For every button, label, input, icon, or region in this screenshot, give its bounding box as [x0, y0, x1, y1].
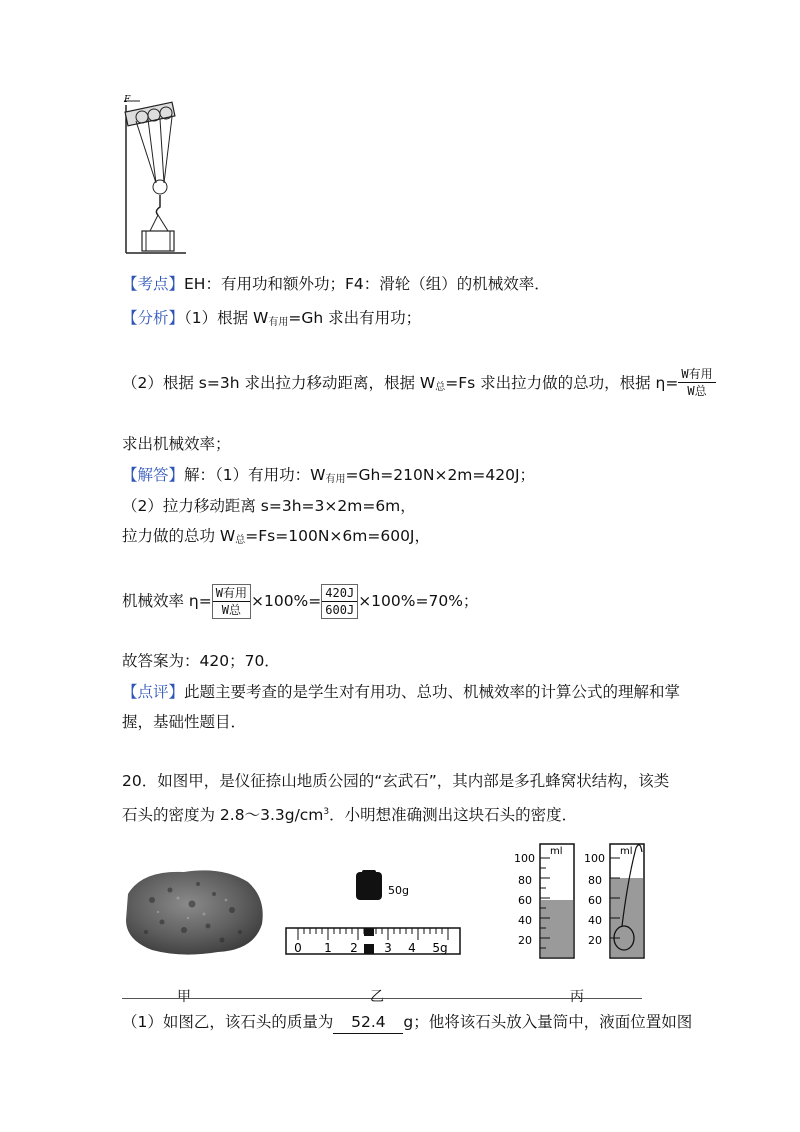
cylinder-unit: ml — [550, 846, 563, 857]
answer-line: 故答案为：420；70． — [122, 652, 280, 670]
cyl-tick: 80 — [588, 874, 602, 887]
pulley-figure — [120, 95, 190, 255]
q1-text-a: （1）如图乙，该石头的质量为 — [122, 1013, 334, 1031]
caption-yi: 乙 — [370, 989, 384, 1005]
q20-text-a: 石头的密度为 2.8～3.3g/cm — [122, 806, 324, 825]
scale-tick: 3 — [384, 941, 392, 955]
fenxi-tag: 【分析】 — [122, 309, 185, 327]
cyl-tick: 40 — [518, 914, 532, 927]
cyl-tick: 20 — [518, 934, 532, 947]
jieda-line-1 — [122, 464, 535, 491]
cyl-tick: 60 — [588, 894, 602, 907]
cyl-tick: 40 — [588, 914, 602, 927]
jieda-1-text-a: 解：（1）有用功：W — [184, 466, 326, 484]
weight-label: 50g — [388, 884, 409, 897]
jieda-3-text-b: =Fs=100N×6m=600J， — [245, 527, 431, 545]
question-20-line-2 — [122, 801, 577, 826]
fenxi-1-text-b: =Gh 求出有用功； — [288, 309, 422, 327]
fraction-denominator: W总 — [687, 384, 707, 398]
fenxi-2-text-b: =Fs 求出拉力做的总功，根据 η= — [445, 374, 679, 392]
eff-text-b: ×100%= — [250, 592, 322, 610]
cyl-tick: 60 — [518, 894, 532, 907]
efficiency-fraction-1 — [678, 366, 715, 399]
cyl-tick: 100 — [514, 852, 535, 865]
basalt-stone-image — [122, 860, 268, 960]
scale-tick: 4 — [408, 941, 416, 955]
fenxi-1-sub: 有用 — [268, 317, 289, 328]
scale-tick: 0 — [294, 941, 302, 955]
cyl-tick: 100 — [584, 852, 605, 865]
caption-bing: 丙 — [570, 989, 584, 1005]
dianping-line-2: 握，基础性题目． — [122, 713, 247, 731]
question-20-line-1: 20．如图甲，是仪征捺山地质公园的“玄武石”，其内部是多孔蜂窝状结构，该类 — [122, 772, 670, 790]
pulley-diagram — [120, 95, 190, 255]
cyl-tick: 20 — [588, 934, 602, 947]
cylinders-figure — [510, 838, 650, 964]
caption-jia: 甲 — [177, 989, 191, 1005]
kaodian-text: EH：有用功和额外功；F4：滑轮（组）的机械效率． — [184, 275, 550, 293]
fraction-denominator: 600J — [325, 603, 355, 617]
force-label: F — [124, 95, 131, 105]
q1-text-b: g；他将该石头放入量筒中，液面位置如图 — [403, 1013, 693, 1031]
fenxi-2-sub: 总 — [435, 382, 446, 393]
jieda-tag: 【解答】 — [122, 466, 185, 484]
efficiency-fraction-2 — [212, 584, 251, 619]
scale-tick: 5g — [432, 941, 448, 955]
jieda-3-sub: 总 — [235, 535, 246, 546]
jieda-line-3 — [122, 525, 430, 552]
fenxi-2-text-a: （2）根据 s=3h 求出拉力移动距离，根据 W — [122, 374, 436, 392]
eff-text-a: 机械效率 η= — [122, 592, 212, 610]
jieda-1-text-b: =Gh=210N×2m=420J； — [345, 466, 536, 484]
kaodian-line — [122, 273, 550, 295]
dianping-line-1 — [122, 681, 680, 703]
scale-tick: 2 — [350, 941, 358, 955]
fenxi-line-2 — [122, 368, 716, 399]
cylinder-unit: ml — [620, 846, 633, 857]
scale-tick: 1 — [324, 941, 332, 955]
kaodian-tag: 【考点】 — [122, 275, 185, 293]
efficiency-fraction-3 — [321, 584, 358, 619]
fraction-denominator: W总 — [221, 603, 241, 617]
fenxi-line-3: 求出机械效率； — [122, 435, 231, 453]
balance-scale-diagram — [284, 870, 464, 962]
dianping-text: 此题主要考查的是学生对有用功、总功、机械效率的计算公式的理解和掌 — [184, 683, 681, 701]
cyl-tick: 80 — [518, 874, 532, 887]
fraction-numerator: 420J — [322, 585, 357, 602]
q20-text-b: ．小明想准确测出这块石头的密度． — [329, 806, 578, 825]
fraction-numerator: W有用 — [678, 366, 715, 383]
jieda-1-sub: 有用 — [325, 474, 346, 485]
measuring-cylinders-diagram — [510, 838, 650, 964]
mass-answer-blank: 52.4 — [333, 1011, 403, 1034]
fraction-numerator: W有用 — [213, 585, 250, 602]
sub-question-1-line — [122, 1011, 692, 1034]
q20-sup: 3 — [323, 807, 330, 817]
dianping-tag: 【点评】 — [122, 683, 185, 701]
fenxi-line-1 — [122, 307, 421, 334]
balance-figure — [284, 870, 464, 962]
jieda-3-text-a: 拉力做的总功 W — [122, 527, 236, 545]
efficiency-line — [122, 584, 478, 619]
eff-text-c: ×100%=70%； — [358, 592, 479, 610]
jieda-line-2: （2）拉力移动距离 s=3h=3×2m=6m， — [122, 497, 416, 515]
fenxi-1-text-a: （1）根据 W — [184, 309, 269, 327]
